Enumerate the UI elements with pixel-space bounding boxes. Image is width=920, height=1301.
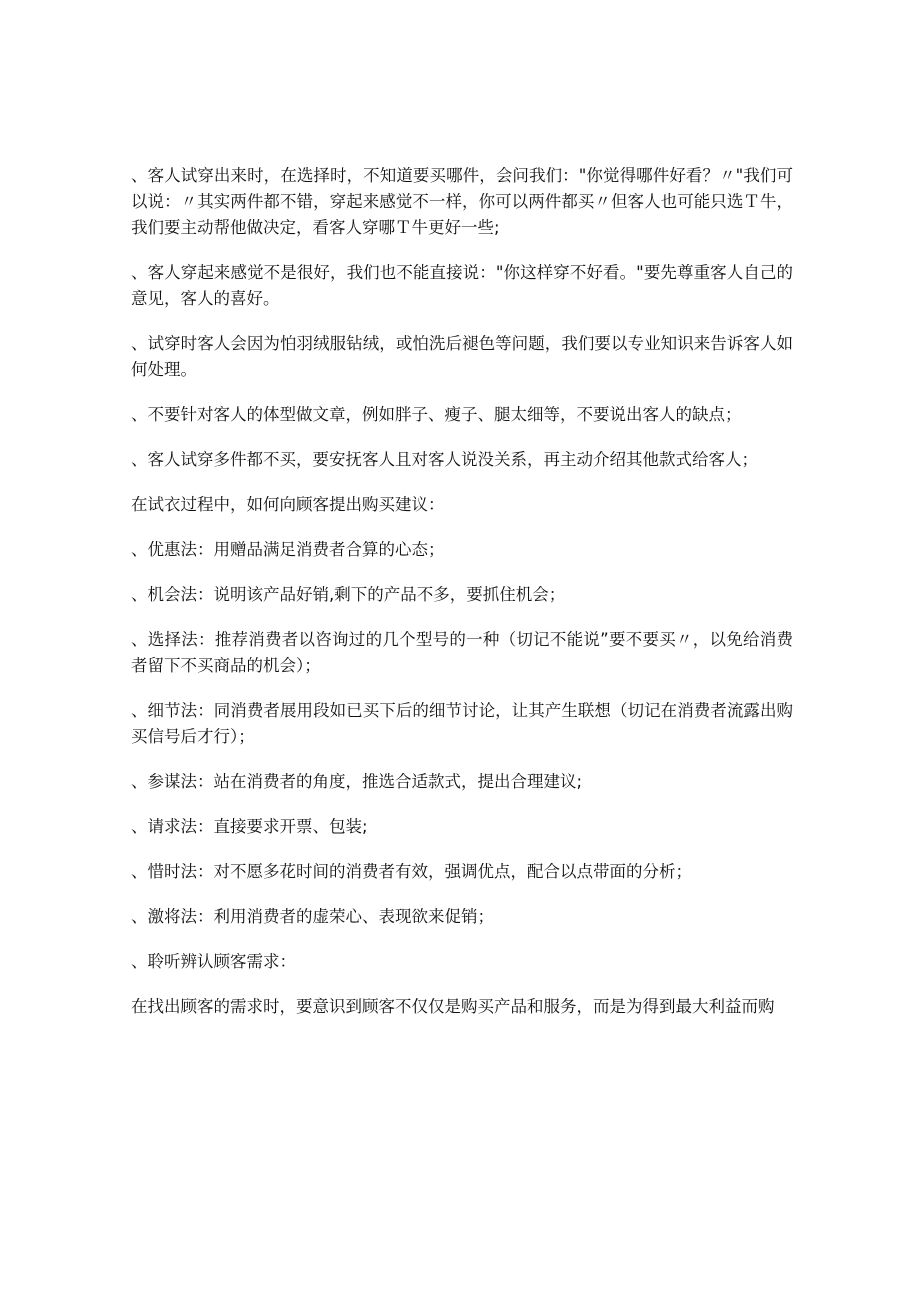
paragraph-15: 、聆听辨认顾客需求：: [131, 952, 296, 971]
paragraph-7: 、优惠法：用赠品满足消费者合算的心态；: [131, 540, 445, 559]
section-heading: 在试衣过程中，如何向顾客提出购买建议：: [131, 495, 445, 514]
paragraph-14: 、激将法：利用消费者的虚荣心、表现欲来促销；: [131, 907, 494, 926]
paragraph-16: 在找出顾客的需求时，要意识到顾客不仅仅是购买产品和服务，而是为得到最大利益而购: [131, 997, 775, 1016]
paragraph-1: 、客人试穿出来时，在选择时，不知道要买哪件，会问我们："你觉得哪件好看？〃"我们可以说：〃其实两件都不错，穿起来感觉不一样，你可以两件都买〃但客人也可能只选Ｔ牛，我们要主动帮他做决定，看客人穿哪Ｔ牛更好一些;: [131, 166, 793, 237]
paragraph-4: 、不要针对客人的体型做文章，例如胖子、瘦子、腿太细等，不要说出客人的缺点；: [131, 405, 742, 424]
paragraph-3: 、试穿时客人会因为怕羽绒服钻绒，或怕洗后褪色等问题，我们要以专业知识来告诉客人如何处理。: [131, 334, 793, 379]
paragraph-8: 、机会法：说明该产品好销,剩下的产品不多，要抓住机会；: [131, 585, 566, 604]
paragraph-2: 、客人穿起来感觉不是很好，我们也不能直接说："你这样穿不好看。"要先尊重客人自己的意见，客人的喜好。: [131, 263, 793, 308]
paragraph-12: 、请求法：直接要求开票、包装;: [131, 817, 368, 836]
paragraph-9: 、选择法：推荐消费者以咨询过的几个型号的一种（切记不能说”要不要买〃，以免给消费者留下不买商品的机会）；: [131, 630, 793, 675]
paragraph-13: 、惜时法：对不愿多花时间的消费者有效，强调优点，配合以点带面的分析；: [131, 862, 692, 881]
document-body: [131, 163, 793, 1039]
paragraph-10: 、细节法：同消费者展用段如已买下后的细节讨论，让其产生联想（切记在消费者流露出购买信号后才行）；: [131, 701, 793, 746]
paragraph-5: 、客人试穿多件都不买，要安抚客人且对客人说没关系，再主动介绍其他款式给客人；: [131, 450, 758, 469]
paragraph-11: 、参谋法：站在消费者的角度，推选合适款式，提出合理建议;: [131, 772, 583, 791]
